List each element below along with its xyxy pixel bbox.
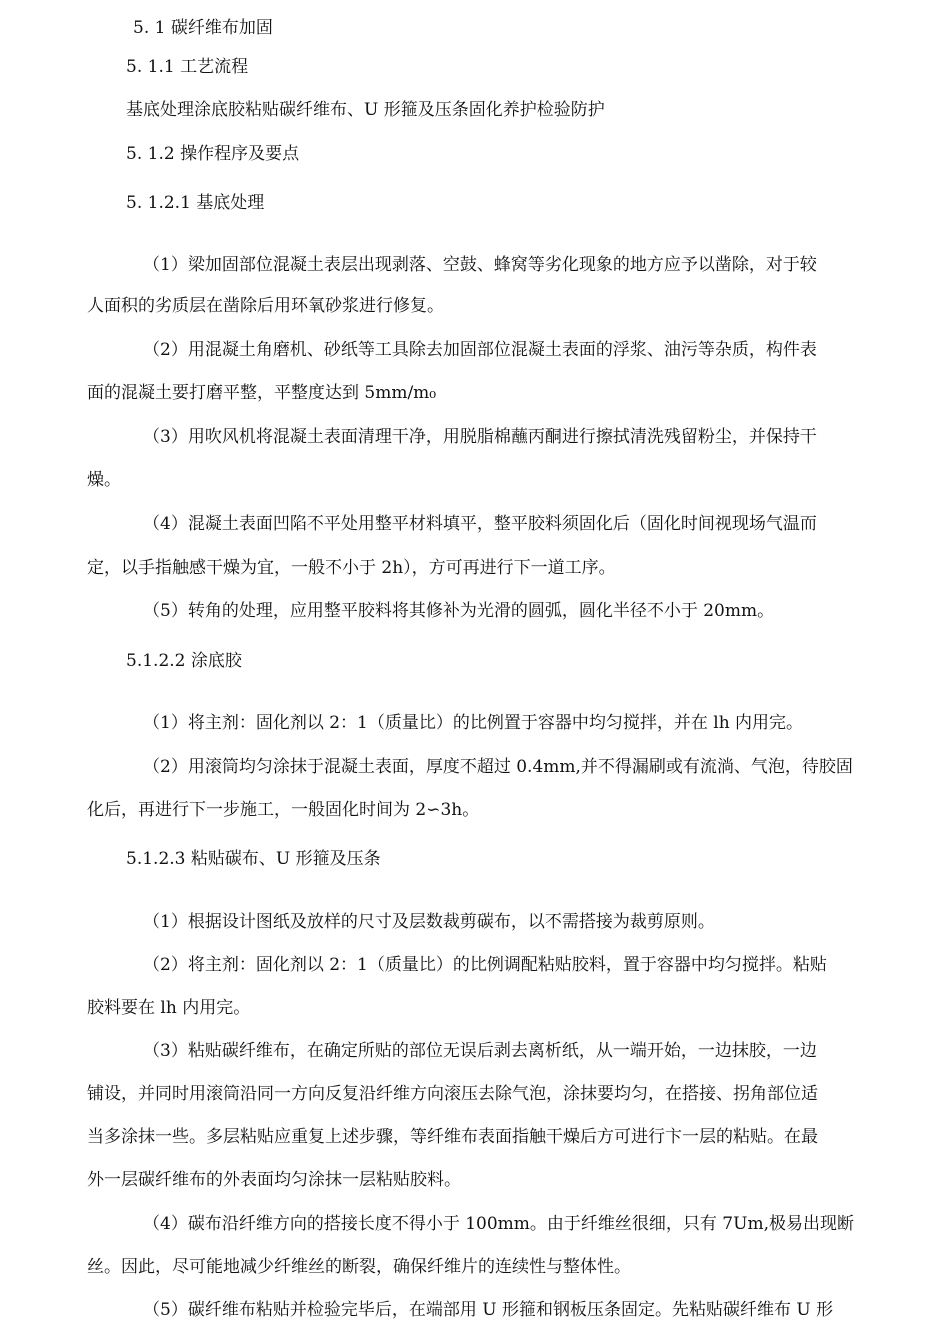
heading-5-1-2-3: 5.1.2.3 粘贴碳布、U 形箍及压条	[126, 849, 381, 869]
paragraph-line: 化后，再进行下一步施工，一般固化时间为 2∽3h。	[87, 800, 480, 820]
heading-5-1-2-2: 5.1.2.2 涂底胶	[126, 651, 242, 671]
paragraph-line: （1）将主剂：固化剂以 2：1（质量比）的比例置于容器中均匀搅拌，并在 lh 内用完。	[143, 713, 804, 733]
paragraph-line: 面的混凝土要打磨平整，平整度达到 5mm/m₀	[87, 383, 437, 403]
paragraph-line: 铺设，并同时用滚筒沿同一方向反复沿纤维方向滚压去除气泡，涂抹要均匀，在搭接、拐角部位适	[87, 1084, 818, 1104]
paragraph-line: （2）用滚筒均匀涂抹于混凝土表面，厚度不超过 0.4mm,并不得漏刷或有流淌、气泡，待胶固	[143, 757, 853, 777]
paragraph-line: 定，以手指触感干燥为宜，一般不小于 2h），方可再进行下一道工序。	[87, 558, 616, 578]
heading-5-1-1: 5. 1.1 工艺流程	[126, 57, 249, 77]
paragraph-line: （5）碳纤维布粘贴并检验完毕后，在端部用 U 形箍和钢板压条固定。先粘贴碳纤维布 U 形	[143, 1300, 834, 1320]
paragraph-line: （3）用吹风机将混凝土表面清理干净，用脱脂棉蘸丙酮进行擦拭清洗残留粉尘，并保持干	[143, 427, 817, 447]
heading-5-1-2: 5. 1.2 操作程序及要点	[126, 144, 300, 164]
paragraph-line: （4）混凝土表面凹陷不平处用整平材料填平，整平胶料须固化后（固化时间视现场气温而	[143, 514, 817, 534]
paragraph-line: （1）梁加固部位混凝土表层出现剥落、空鼓、蜂窝等劣化现象的地方应予以凿除，对于较	[143, 255, 817, 275]
paragraph-line: （2）用混凝土角磨机、砂纸等工具除去加固部位混凝土表面的浮浆、油污等杂质，构件表	[143, 340, 817, 360]
paragraph-line: （4）碳布沿纤维方向的搭接长度不得小于 100mm。由于纤维丝很细，只有 7Um,极易出现断	[143, 1214, 854, 1234]
heading-5-1-2-1: 5. 1.2.1 基底处理	[126, 193, 265, 213]
paragraph-line: （1）根据设计图纸及放样的尺寸及层数裁剪碳布，以不需搭接为裁剪原则。	[143, 912, 715, 932]
paragraph-line: 当多涂抹一些。多层粘贴应重复上述步骤，等纤维布表面指触干燥后方可进行卞一层的粘贴。在最	[87, 1127, 818, 1147]
paragraph-line: 燥。	[87, 470, 121, 490]
paragraph-line: 胶料要在 lh 内用完。	[87, 998, 251, 1018]
paragraph-line: 人面积的劣质层在凿除后用环氧砂浆进行修复。	[87, 296, 444, 316]
paragraph-line: （3）粘贴碳纤维布，在确定所贴的部位无误后剥去离析纸，从一端开始，一边抹胶，一边	[143, 1041, 817, 1061]
paragraph-line: 外一层碳纤维布的外表面均匀涂抹一层粘贴胶料。	[87, 1170, 461, 1190]
heading-5-1: 5. 1 碳纤维布加固	[133, 18, 273, 38]
process-flow-text: 基底处理涂底胶粘贴碳纤维布、U 形箍及压条固化养护检验防护	[126, 100, 605, 120]
paragraph-line: （2）将主剂：固化剂以 2：1（质量比）的比例调配粘贴胶料，置于容器中均匀搅拌。粘贴	[143, 955, 827, 975]
paragraph-line: （5）转角的处理，应用整平胶料将其修补为光滑的圆弧，圆化半径不小于 20mm。	[143, 601, 775, 621]
paragraph-line: 丝。因此，尽可能地减少纤维丝的断裂，确保纤维片的连续性与整体性。	[87, 1257, 631, 1277]
